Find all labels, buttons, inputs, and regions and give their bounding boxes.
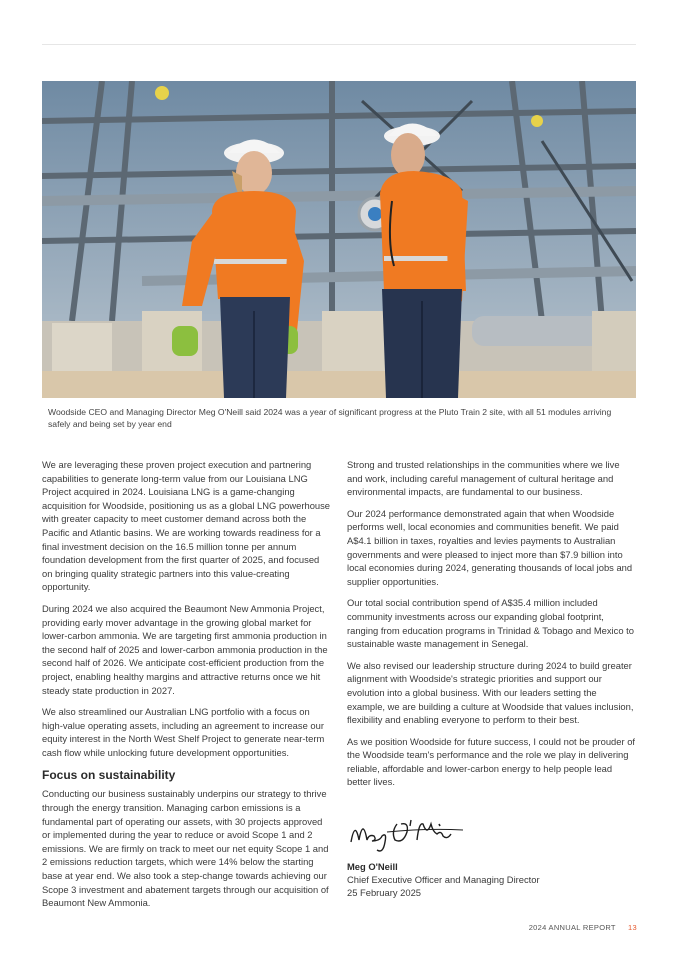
report-title: 2024 ANNUAL REPORT (528, 923, 616, 932)
signatory-name: Meg O'Neill (347, 861, 398, 872)
page-number: 13 (628, 923, 637, 932)
hero-photo (42, 81, 636, 398)
right-paragraph-1: Strong and trusted relationships in the communities where we live and work, including careful management of cultural heritage and environmental impacts, are fundamental to our business. (347, 459, 620, 498)
left-paragraph-1: We are leveraging these proven project execution and partnering capabilities to generate long-term value from our Louisiana LNG Project acquired in 2024. Louisiana LNG is a game-changing acquisition for Woodside, positioning us as a global LNG powerhouse with greater capacity to meet customer demand across both the Pacific and Atlantic basins. We are working towards readiness for a final investment decision on the 16.5 million tonne per annum foundation development from the first quarter of 2025, and focused on bringing quality strategic partners into this value-creating opportunity. (42, 459, 331, 593)
left-column (42, 458, 332, 918)
photo-caption: Woodside CEO and Managing Director Meg O'Neill said 2024 was a year of significant progress at the Pluto Train 2 site, with all 51 modules arriving safely and being set by year end (48, 407, 612, 430)
handwritten-signature (347, 810, 467, 856)
signoff-date: 25 February 2025 (347, 887, 422, 898)
left-paragraph-4: Conducting our business sustainably underpins our strategy to thrive through the energy transition. Managing carbon emissions is a fundamental part of operating our assets, with 30 projects approved or implemented during the year to reduce or avoid Scope 1 and 2 emissions. We are firmly on track to meet our net equity Scope 1 and 2 emissions reduction targets, which were 14% below the starting base at year end. We also took a step-change towards achieving our Scope 3 investment and abatement targets through our acquisition of Beaumont New Ammonia. (42, 788, 329, 909)
section-heading-sustainability: Focus on sustainability (42, 768, 176, 783)
left-paragraph-3: We also streamlined our Australian LNG portfolio with a focus on high-value operating assets, including an agreement to increase our equity interest in the North West Shelf Project to generate near-term cash flow while unlocking future development opportunities. (42, 706, 325, 758)
right-paragraph-2: Our 2024 performance demonstrated again that when Woodside performs well, local economies and communities benefit. We paid A$4.1 billion in taxes, royalties and levies payments to Australian governments and were pleased to inject more than $7.9 billion into local economies during 2024, generating thousands of local jobs and supplier opportunities. (347, 507, 633, 587)
right-paragraph-3: Our total social contribution spend of A$35.4 million included community investments across our expanding global footprint, ranging from education programs in Trinidad & Tobago and Mexico to sustainable waste management in Senegal. (347, 597, 634, 650)
right-paragraph-4: We also revised our leadership structure during 2024 to build greater alignment with Woodside's strategic priorities and support our evolution into a global business. With our leaders setting the example, we are building a culture at Woodside that values inclusion, flexibility and enabling everyone to perform to their best. (347, 659, 634, 726)
page-footer (529, 923, 637, 932)
right-paragraph-5: As we position Woodside for future success, I could not be prouder of the Woodside team's performance and the role we play in delivering reliable, affordable and lower-carbon energy to help people lead better lives. (347, 735, 636, 788)
right-column (347, 458, 637, 797)
left-paragraph-2: During 2024 we also acquired the Beaumont New Ammonia Project, providing early mover advantage in the growing global market for lower-carbon ammonia. We are targeting first ammonia production in the second half of 2025 and lower-carbon ammonia production in the second half of 2026. We anticipate cost-efficient production from the project, enabling healthy margins and attractive returns once we hit steady state production in 2027. (42, 602, 328, 696)
top-divider (42, 44, 636, 45)
signatory-title: Chief Executive Officer and Managing Director (347, 874, 540, 885)
